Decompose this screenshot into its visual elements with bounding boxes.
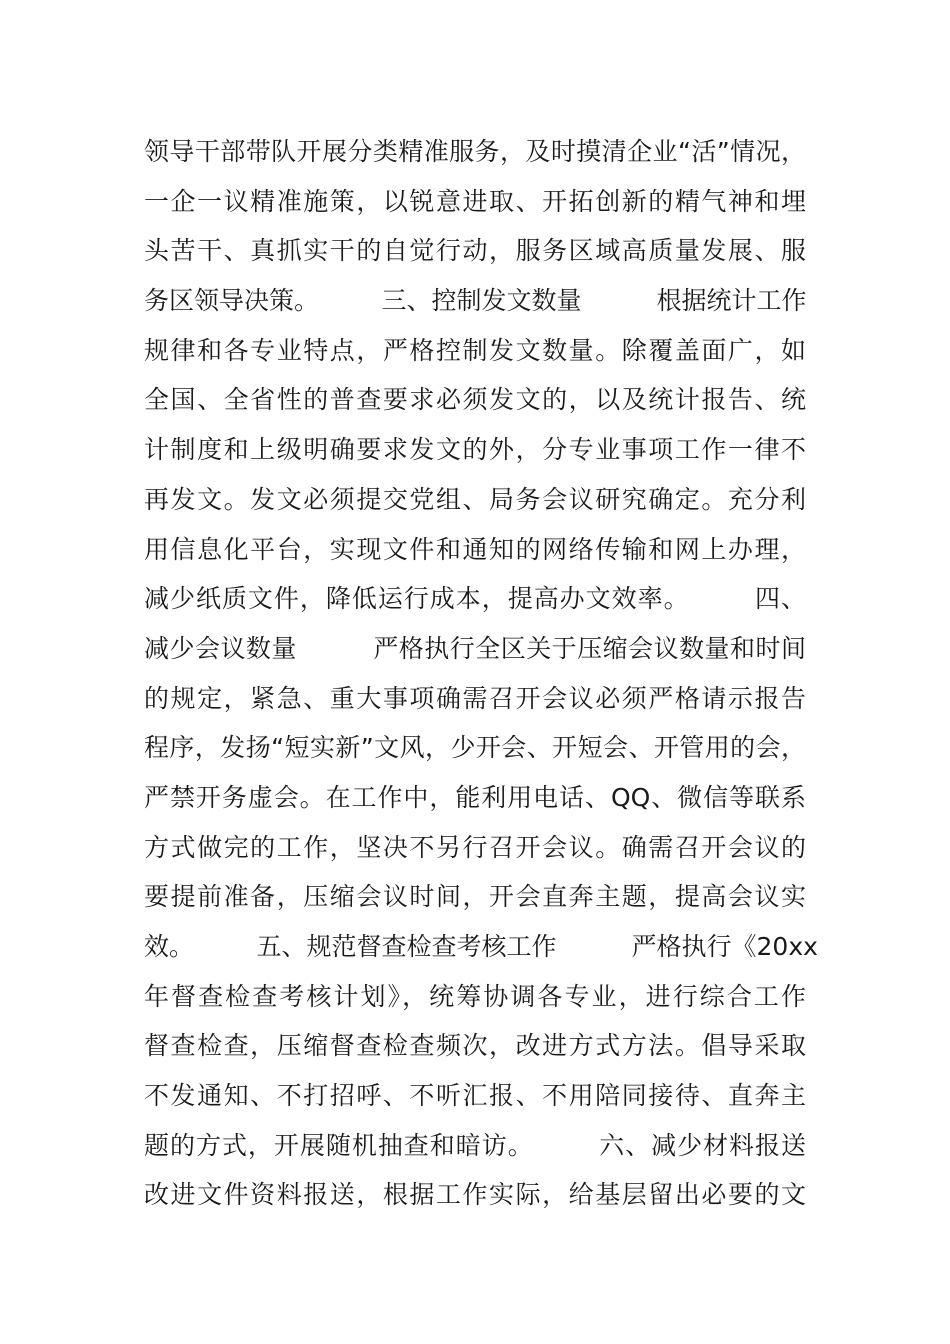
text-line: 头苦干、真抓实干的自觉行动，服务区域高质量发展、服 [144,236,806,266]
text-line: 年督查检查考核计划》，统筹协调各专业，进行综合工作 [144,981,806,1011]
text-line: 的规定，紧急、重大事项确需召开会议必须严格请示报告 [144,683,806,713]
text-line: 程序，发扬“短实新”文风，少开会、开短会、开管用的会， [144,733,806,763]
text-line: 务区领导决策。 三、控制发文数量 根据统计工作 [144,286,807,316]
body-text [144,127,818,1220]
text-line: 方式做完的工作，坚决不另行召开会议。确需召开会议的 [144,832,806,862]
text-line: 规律和各专业特点，严格控制发文数量。除覆盖面广，如 [144,335,806,365]
text-line: 领导干部带队开展分类精准服务，及时摸清企业“活”情况， [144,137,806,166]
text-line: 改进文件资料报送，根据工作实际，给基层留出必要的文 [144,1180,806,1210]
text-line: 题的方式，开展随机抽查和暗访。 六、减少材料报送 [144,1130,806,1160]
text-line: 一企一议精准施策，以锐意进取、开拓创新的精气神和埋 [144,186,806,216]
text-line: 效。 五、规范督查检查考核工作 严格执行《20xx [144,932,818,961]
text-line: 督查检查，压缩督查检查频次，改进方式方法。倡导采取 [144,1031,806,1061]
text-line: 要提前准备，压缩会议时间，开会直奔主题，提高会议实 [144,882,806,912]
text-line: 减少纸质文件，降低运行成本，提高办文效率。 四、 [144,584,806,614]
text-line: 计制度和上级明确要求发文的外，分专业事项工作一律不 [144,435,806,465]
text-line: 再发文。发文必须提交党组、局务会议研究确定。充分利 [144,484,806,514]
text-line: 减少会议数量 严格执行全区关于压缩会议数量和时间 [144,633,806,663]
text-line: 不发通知、不打招呼、不听汇报、不用陪同接待、直奔主 [144,1081,806,1111]
text-line: 用信息化平台，实现文件和通知的网络传输和网上办理， [144,534,806,564]
text-line: 严禁开务虚会。在工作中，能利用电话、QQ、微信等联系 [144,782,806,812]
text-line: 全国、全省性的普查要求必须发文的，以及统计报告、统 [144,385,806,415]
